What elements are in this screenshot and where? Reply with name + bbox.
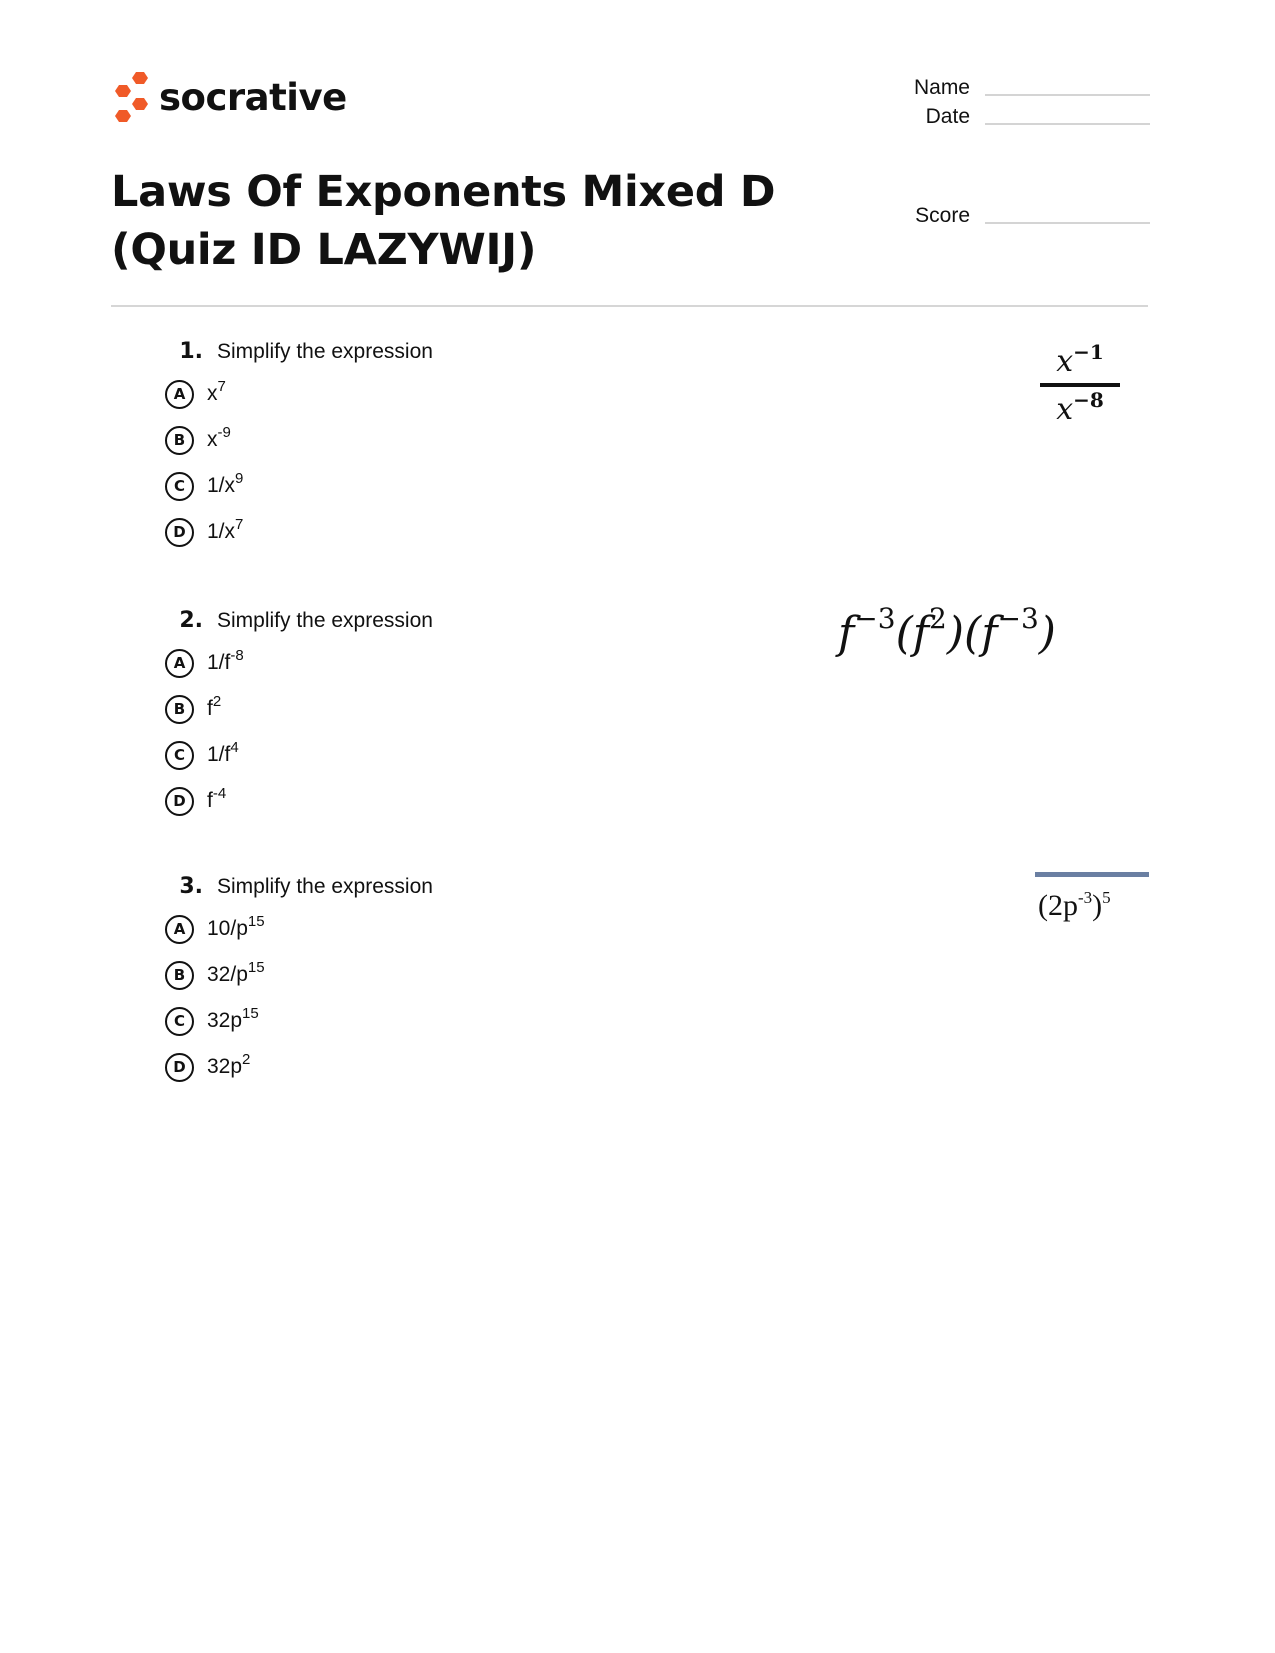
answer-bubble-d[interactable]: D: [165, 1053, 194, 1082]
quiz-title: [111, 163, 831, 279]
fraction-bar: [1040, 383, 1120, 387]
question-number: 2.: [179, 608, 203, 633]
fraction-numerator: $x^{-1}$: [1056, 340, 1104, 379]
option-a[interactable]: [163, 640, 763, 686]
option-text: $32p^{15}$: [207, 1005, 259, 1032]
name-line[interactable]: [985, 94, 1150, 96]
question-2: [163, 608, 763, 824]
score-line[interactable]: [985, 222, 1150, 224]
option-text: $10/p^{15}$: [207, 913, 265, 940]
question-number: 1.: [179, 339, 203, 364]
option-text: $1/f^{-8}$: [207, 647, 244, 674]
socrative-logo: [111, 72, 347, 122]
question-prompt: Simplify the expression: [217, 875, 433, 898]
option-text: $32p^2$: [207, 1051, 251, 1078]
answer-bubble-a[interactable]: A: [165, 649, 194, 678]
option-text: $1/x^7$: [207, 516, 244, 543]
date-label: Date: [925, 105, 970, 128]
date-line[interactable]: [985, 123, 1150, 125]
option-b[interactable]: [163, 417, 763, 463]
option-b[interactable]: [163, 686, 763, 732]
option-b[interactable]: [163, 952, 763, 998]
option-text: $1/x^9$: [207, 470, 244, 497]
answer-bubble-d[interactable]: D: [165, 518, 194, 547]
answer-bubble-a[interactable]: A: [165, 380, 194, 409]
answer-bubble-d[interactable]: D: [165, 787, 194, 816]
question-1: [163, 339, 763, 555]
option-text: $1/f^4$: [207, 739, 239, 766]
question-number: 3.: [179, 874, 203, 899]
option-text: $f^2$: [207, 693, 222, 720]
header-divider: [111, 305, 1148, 307]
answer-bubble-b[interactable]: B: [165, 961, 194, 990]
answer-bubble-c[interactable]: C: [165, 472, 194, 501]
name-field[interactable]: [880, 76, 1150, 100]
question-prompt: Simplify the expression: [217, 340, 433, 363]
option-c[interactable]: [163, 463, 763, 509]
question-1-expression-image: [1040, 340, 1120, 427]
hexagon-cluster-icon: [111, 72, 149, 122]
quiz-title-line-2: (Quiz ID LAZYWIJ): [111, 225, 537, 275]
question-3-expression-image: [1035, 872, 1149, 923]
name-label: Name: [913, 76, 970, 99]
fraction-denominator: $x^{-8}$: [1056, 388, 1104, 427]
logo-wordmark: socrative: [159, 75, 347, 119]
option-text: $f^{-4}$: [207, 785, 227, 812]
option-a[interactable]: [163, 371, 763, 417]
quiz-title-line-1: Laws Of Exponents Mixed D: [111, 167, 776, 217]
question-prompt: Simplify the expression: [217, 609, 433, 632]
answer-bubble-b[interactable]: B: [165, 695, 194, 724]
expression-top-rule: [1035, 872, 1149, 877]
option-d[interactable]: [163, 1044, 763, 1090]
answer-bubble-b[interactable]: B: [165, 426, 194, 455]
expression-text: $(2p^{-3})^5$: [1038, 888, 1111, 922]
score-label: Score: [915, 204, 970, 227]
option-c[interactable]: [163, 732, 763, 778]
option-d[interactable]: [163, 509, 763, 555]
option-a[interactable]: [163, 906, 763, 952]
option-c[interactable]: [163, 998, 763, 1044]
question-2-expression-image: $f^{-3}(f^2)(f^{-3})$: [838, 602, 1056, 659]
option-text: $32/p^{15}$: [207, 959, 265, 986]
date-field[interactable]: [880, 105, 1150, 129]
option-text: $x^7$: [207, 378, 226, 405]
option-text: $x^{-9}$: [207, 424, 231, 451]
score-field[interactable]: [880, 204, 1150, 228]
answer-bubble-c[interactable]: C: [165, 741, 194, 770]
question-3: [163, 874, 763, 1090]
answer-bubble-a[interactable]: A: [165, 915, 194, 944]
answer-bubble-c[interactable]: C: [165, 1007, 194, 1036]
option-d[interactable]: [163, 778, 763, 824]
